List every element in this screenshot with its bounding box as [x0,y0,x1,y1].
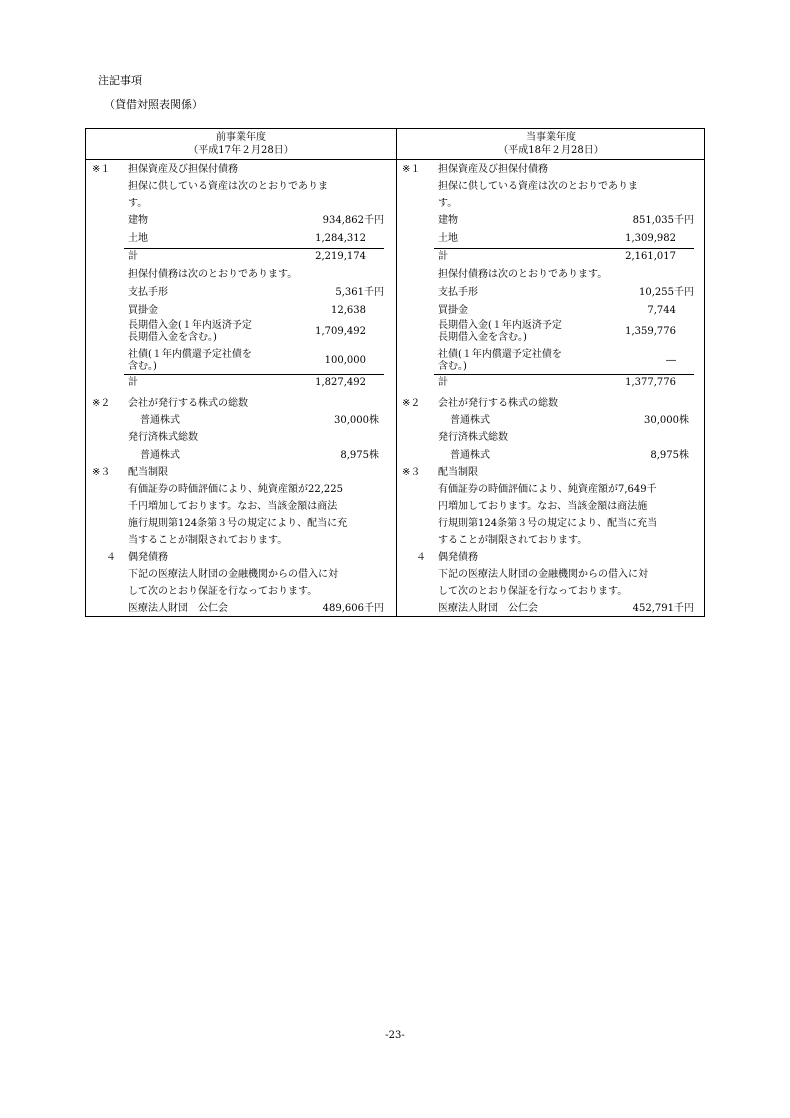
asset-label-land: 土地 [438,233,458,244]
asset-label-land: 土地 [128,233,148,244]
debt-label-accounts-payable: 買掛金 [128,305,158,316]
note3-text-line: 施行規則第124条第３号の規定により、配当に充 [128,518,348,529]
note4-text-line: して次のとおり保証を行なっております。 [438,586,628,597]
note4-text-line: 下記の医療法人財団の金融機関からの借入に対 [128,569,338,580]
debts-total-label: 計 [438,377,448,388]
note4-title: 偶発債務 [438,552,478,563]
note1-intro-line1: 担保に供している資産は次のとおりでありま [128,181,328,192]
guarantee-label: 医療法人財団 公仁会 [438,603,538,614]
note3-mark: ※３ [92,467,111,478]
debt-label-accounts-payable: 買掛金 [438,305,468,316]
note1-intro-line2: す。 [128,198,148,209]
issued-shares-value: 8,975株 [340,450,379,461]
assets-sum-line [434,248,694,249]
debts-intro: 担保付債務は次のとおりであります。 [128,269,298,280]
note4-text-line: 下記の医療法人財団の金融機関からの借入に対 [438,569,648,580]
note3-text-line: 千円増加しております。なお、当該金額は商法 [128,501,338,512]
prior-year-column [86,129,396,616]
issued-shares-value: 8,975株 [650,450,689,461]
debt-value-bonds: ― [666,355,676,366]
column-body [86,159,396,617]
asset-value-building: 851,035千円 [632,215,694,226]
assets-total-label: 計 [128,251,138,262]
authorized-shares-value: 30,000株 [644,415,689,426]
note3-text-line: 有価証券の時価評価により、純資産額が7,649千 [438,484,657,495]
column-header [86,131,396,157]
guarantee-label: 医療法人財団 公仁会 [128,603,228,614]
authorized-shares-value: 30,000株 [334,415,379,426]
column-header-date: （平成17年２月28日） [188,145,294,156]
debt-label-long-term-loans: 長期借入金(１年内返済予定 [438,320,562,331]
note2-title: 会社が発行する株式の総数 [438,398,558,409]
note2-mark: ※２ [402,398,421,409]
asset-value-building: 934,862千円 [322,215,384,226]
debt-value-long-term-loans: 1,709,492 [315,326,366,337]
asset-label-building: 建物 [128,215,148,226]
column-header-title: 当事業年度 [526,132,576,143]
asset-value-land: 1,309,982 [625,233,676,244]
debt-label-notes-payable: 支払手形 [438,287,478,298]
note1-title: 担保資産及び担保付債務 [128,164,238,175]
debt-label-long-term-loans-2: 長期借入金を含む。) [128,332,217,343]
debts-total-value: 1,827,492 [315,377,366,388]
debts-sum-line [434,374,694,375]
note3-title: 配当制限 [438,467,478,478]
note3-text-line: 行規則第124条第３号の規定により、配当に充当 [438,518,658,529]
page-number: -23- [385,1030,405,1041]
issued-shares-title: 発行済株式総数 [438,432,508,443]
authorized-shares-label: 普通株式 [140,415,180,426]
issued-shares-label: 普通株式 [450,450,490,461]
note3-title: 配当制限 [128,467,168,478]
notes-table [85,128,705,617]
debts-sum-line [124,374,384,375]
debt-label-bonds-2: 含む。) [128,361,157,372]
note1-mark: ※１ [402,164,421,175]
note1-intro-line2: す。 [438,198,458,209]
assets-total-value: 2,219,174 [315,251,366,262]
note3-text-line: することが制限されております。 [438,535,588,546]
note3-text-line: 円増加しております。なお、当該金額は商法施 [438,501,648,512]
note1-intro-line1: 担保に供している資産は次のとおりでありま [438,181,638,192]
debt-value-notes-payable: 10,255千円 [639,287,694,298]
debts-intro: 担保付債務は次のとおりであります。 [438,269,608,280]
debt-label-long-term-loans-2: 長期借入金を含む。) [438,332,527,343]
column-header-title: 前事業年度 [216,132,266,143]
debt-label-long-term-loans: 長期借入金(１年内返済予定 [128,320,252,331]
assets-total-value: 2,161,017 [625,251,676,262]
asset-label-building: 建物 [438,215,458,226]
guarantee-value: 489,606千円 [322,603,384,614]
debt-label-bonds: 社債(１年内償還予定社債を [438,349,562,360]
note3-text-line: 当することが制限されております。 [128,535,288,546]
debt-label-notes-payable: 支払手形 [128,287,168,298]
note1-title: 担保資産及び担保付債務 [438,164,548,175]
note3-text-line: 有価証券の時価評価により、純資産額が22,225 [128,484,343,495]
debts-total-label: 計 [128,377,138,388]
guarantee-value: 452,791千円 [632,603,694,614]
assets-total-label: 計 [438,251,448,262]
note4-title: 偶発債務 [128,552,168,563]
note2-mark: ※２ [92,398,111,409]
column-header [396,131,706,157]
note3-mark: ※３ [402,467,421,478]
section-title: 注記事項 [98,74,142,87]
debt-label-bonds: 社債(１年内償還予定社債を [128,349,252,360]
issued-shares-label: 普通株式 [140,450,180,461]
note2-title: 会社が発行する株式の総数 [128,398,248,409]
debt-value-accounts-payable: 12,638 [331,305,366,316]
debt-value-bonds: 100,000 [324,355,366,366]
note4-mark: ４ [416,552,426,563]
note4-text-line: して次のとおり保証を行なっております。 [128,586,318,597]
column-header-date: （平成18年２月28日） [498,145,604,156]
authorized-shares-label: 普通株式 [450,415,490,426]
assets-sum-line [124,248,384,249]
note1-mark: ※１ [92,164,111,175]
debts-total-value: 1,377,776 [625,377,676,388]
debt-value-accounts-payable: 7,744 [647,305,676,316]
debt-value-long-term-loans: 1,359,776 [625,326,676,337]
asset-value-land: 1,284,312 [315,233,366,244]
debt-value-notes-payable: 5,361千円 [335,287,384,298]
issued-shares-title: 発行済株式総数 [128,432,198,443]
section-subtitle: （貸借対照表関係） [104,98,203,111]
current-year-column [396,129,706,616]
note4-mark: ４ [106,552,116,563]
debt-label-bonds-2: 含む。) [438,361,467,372]
column-body [396,159,706,617]
